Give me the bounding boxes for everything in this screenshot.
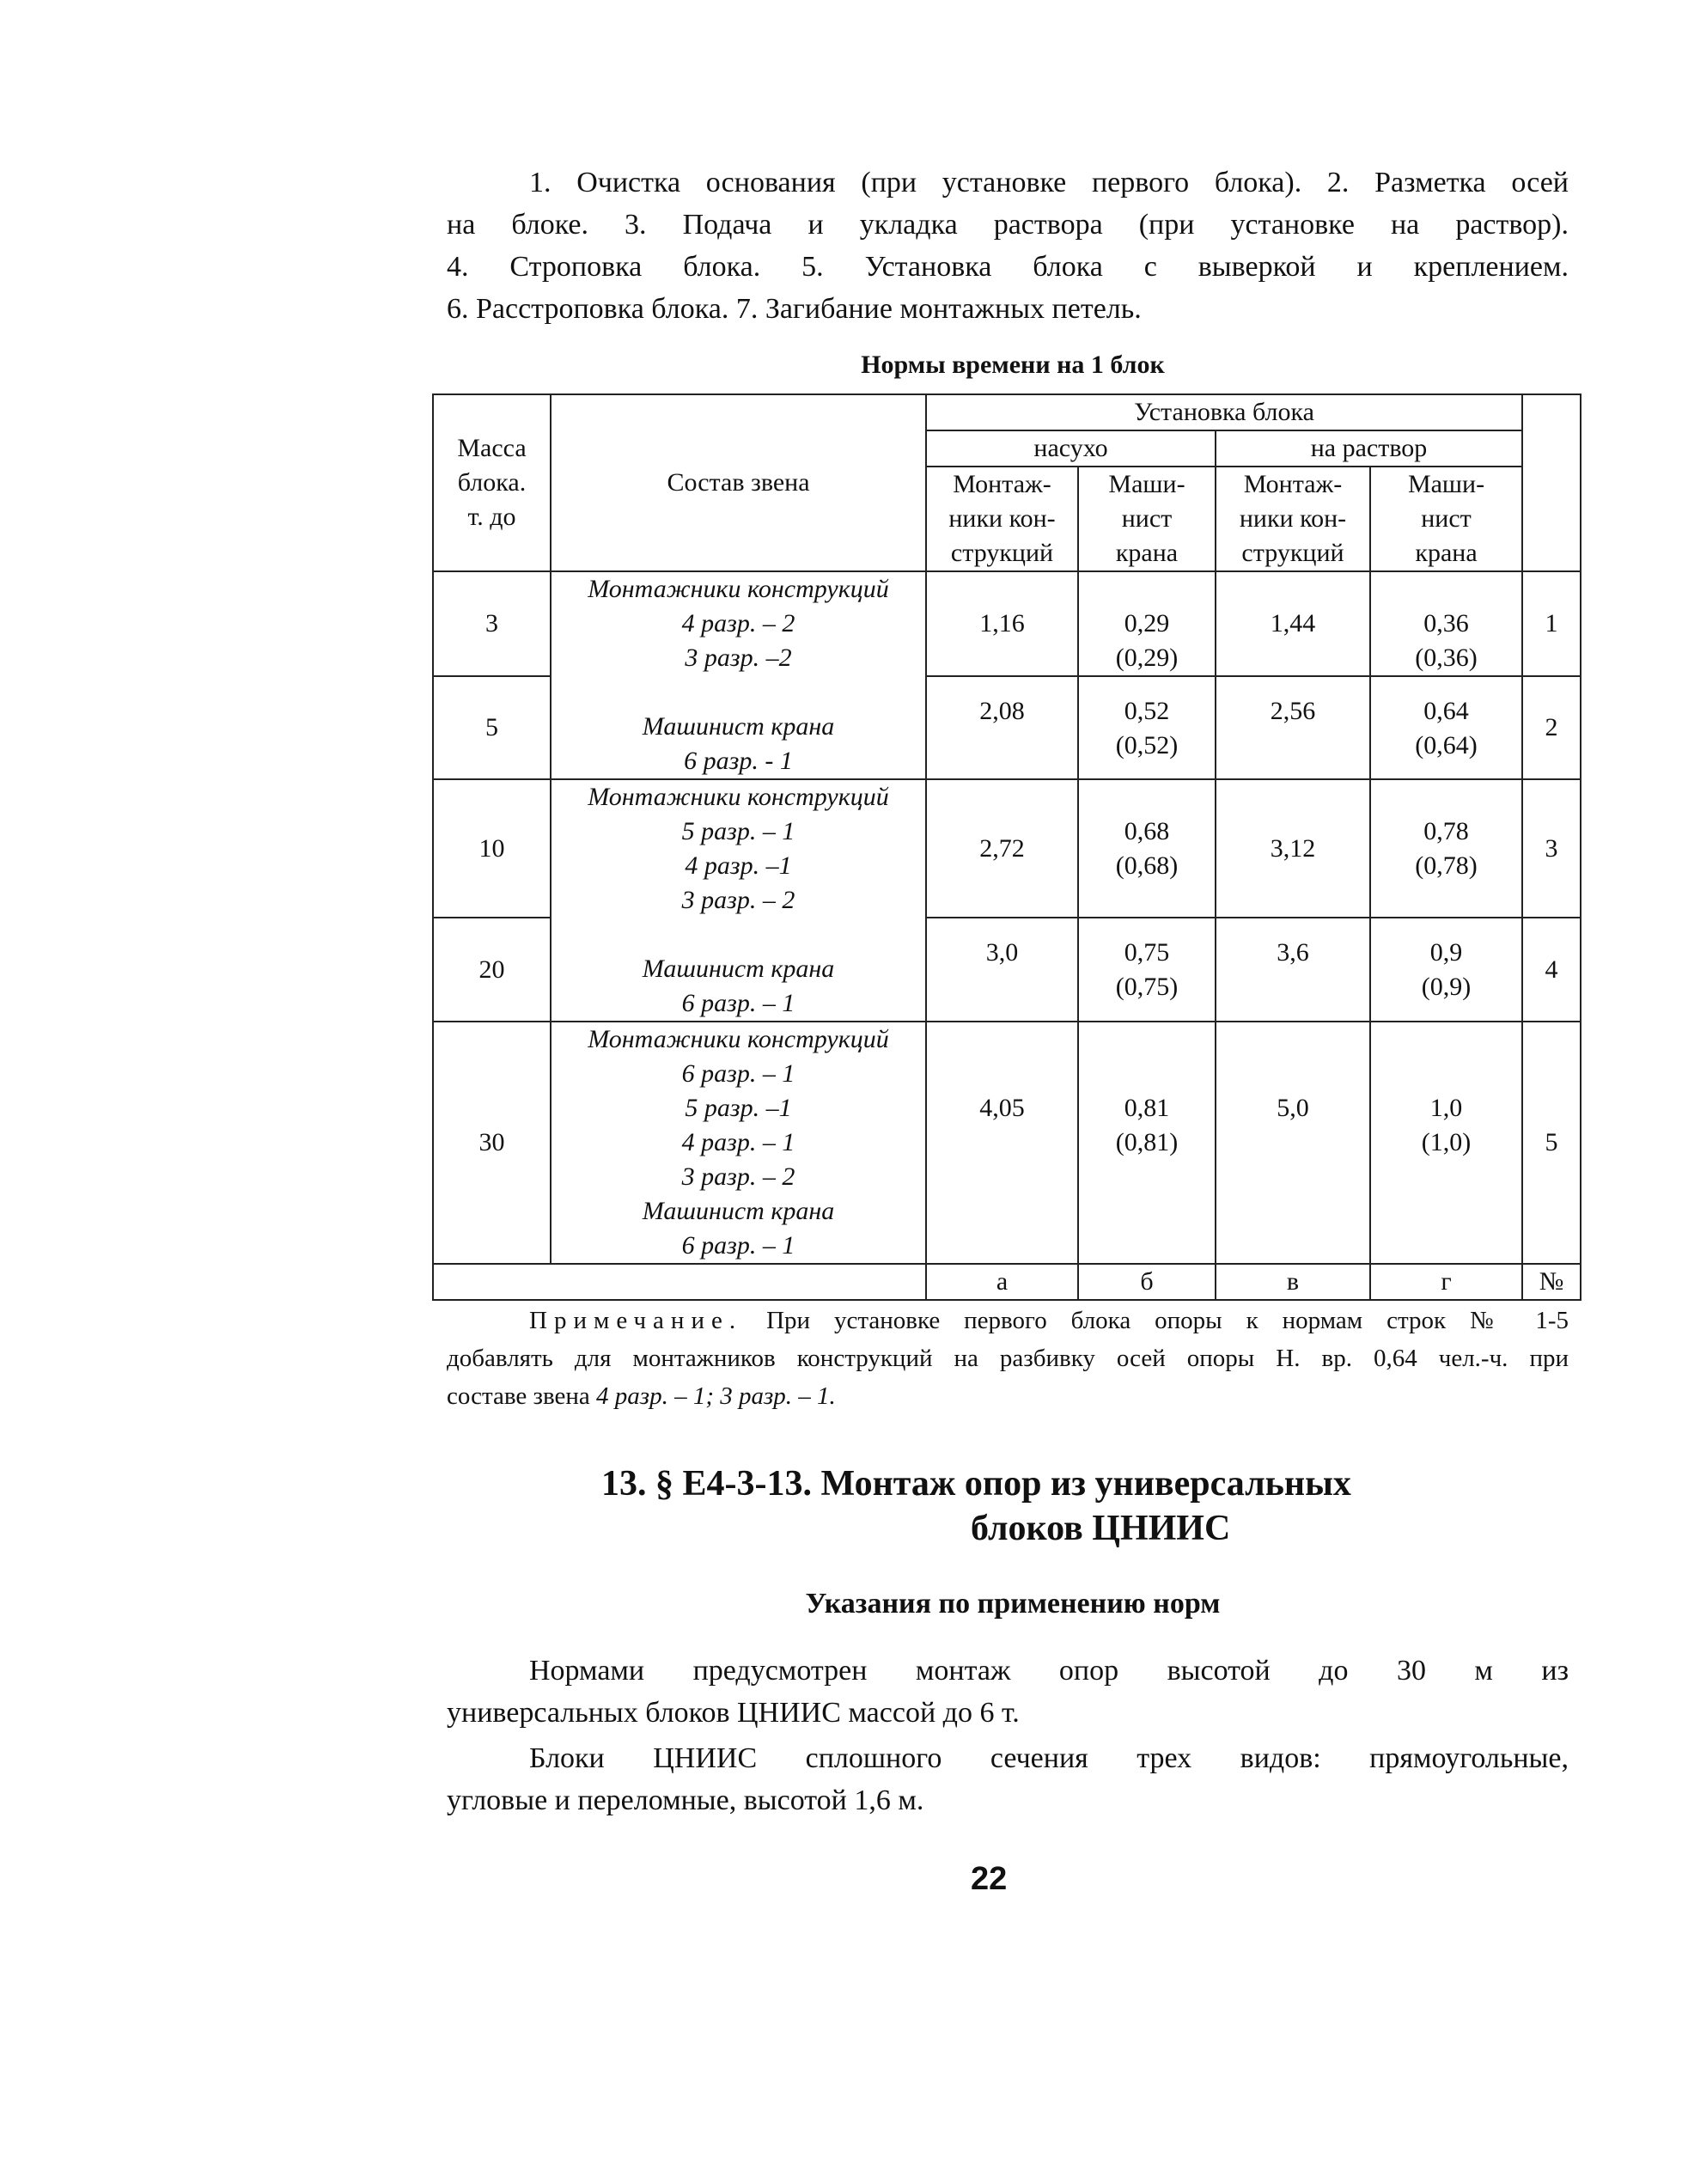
header-number-blank [1522, 394, 1581, 571]
table-footer-row [433, 1264, 1581, 1300]
intro-paragraph [447, 162, 1569, 330]
cell-g: 1,0 (1,0) [1370, 1022, 1522, 1264]
cell-a: 2,08 [926, 676, 1078, 779]
section-title-line1: 13. § Е4-3-13. Монтаж опор из универсальных [601, 1464, 1351, 1504]
intro-line: 1. Очистка основания (при установке первого блока). 2. Разметка осей [529, 167, 1569, 198]
note-line: составе звена 4 разр. – 1; 3 разр. – 1. [447, 1382, 836, 1410]
cell-g: 0,36 (0,36) [1370, 571, 1522, 676]
footer-b: б [1078, 1264, 1216, 1300]
header-operator-mortar: Маши- нист крана [1370, 467, 1522, 571]
header-operator-dry: Маши- нист крана [1078, 467, 1216, 571]
cell-b: 0,52 (0,52) [1078, 676, 1216, 779]
section-subtitle: Указания по применению норм [805, 1588, 1221, 1620]
cell-mass: 10 [433, 779, 551, 918]
cell-a: 3,0 [926, 918, 1078, 1022]
intro-line: 4. Строповка блока. 5. Установка блока с выверкой и креплением. [447, 251, 1569, 283]
header-mass: Масса блока. т. до [433, 394, 551, 571]
cell-number: 3 [1522, 779, 1581, 918]
cell-v: 3,6 [1216, 918, 1370, 1022]
table-row [433, 571, 1581, 676]
cell-mass: 20 [433, 918, 551, 1022]
cell-crew: Монтажники конструкций 4 разр. – 2 3 разр. –2 Машинист крана 6 разр. - 1 [551, 571, 926, 779]
cell-v: 5,0 [1216, 1022, 1370, 1264]
footer-number: № [1522, 1264, 1581, 1300]
cell-number: 4 [1522, 918, 1581, 1022]
note-line: Примечание. При установке первого блока опоры к нормам строк № 1-5 [529, 1307, 1569, 1334]
header-mortar: на раствор [1216, 430, 1522, 467]
section-line: Блоки ЦНИИС сплошного сечения трех видов: прямоугольные, [529, 1742, 1569, 1774]
cell-b: 0,81 (0,81) [1078, 1022, 1216, 1264]
section-line: универсальных блоков ЦНИИС массой до 6 т. [447, 1697, 1020, 1729]
cell-v: 3,12 [1216, 779, 1370, 918]
table-row [433, 779, 1581, 918]
table-row [433, 1022, 1581, 1264]
cell-mass: 5 [433, 676, 551, 779]
intro-line: 6. Расстроповка блока. 7. Загибание монтажных петель. [447, 293, 1142, 325]
cell-g: 0,9 (0,9) [1370, 918, 1522, 1022]
cell-b: 0,75 (0,75) [1078, 918, 1216, 1022]
cell-a: 4,05 [926, 1022, 1078, 1264]
cell-number: 5 [1522, 1022, 1581, 1264]
table-caption: Нормы времени на 1 блок [861, 351, 1165, 379]
footer-v: в [1216, 1264, 1370, 1300]
cell-a: 1,16 [926, 571, 1078, 676]
cell-g: 0,64 (0,64) [1370, 676, 1522, 779]
norms-table [432, 393, 1581, 1301]
cell-mass: 30 [433, 1022, 551, 1264]
header-install: Установка блока [926, 394, 1522, 430]
cell-mass: 3 [433, 571, 551, 676]
cell-a: 2,72 [926, 779, 1078, 918]
footer-g: г [1370, 1264, 1522, 1300]
page-number: 22 [971, 1861, 1008, 1897]
cell-g: 0,78 (0,78) [1370, 779, 1522, 918]
header-dry: насухо [926, 430, 1216, 467]
note-line: добавлять для монтажников конструкций на разбивку осей опоры Н. вр. 0,64 чел.-ч. при [447, 1345, 1569, 1372]
footer-a: а [926, 1264, 1078, 1300]
section-line: Нормами предусмотрен монтаж опор высотой до 30 м из [529, 1655, 1569, 1687]
section-line: угловые и переломные, высотой 1,6 м. [447, 1784, 924, 1816]
cell-crew: Монтажники конструкций 6 разр. – 1 5 разр. –1 4 разр. – 1 3 разр. – 2 Машинист крана 6 разр. – 1 [551, 1022, 926, 1264]
header-crew: Состав звена [551, 394, 926, 571]
cell-b: 0,68 (0,68) [1078, 779, 1216, 918]
cell-number: 2 [1522, 676, 1581, 779]
footer-blank [433, 1264, 926, 1300]
cell-crew: Монтажники конструкций 5 разр. – 1 4 разр. –1 3 разр. – 2 Машинист крана 6 разр. – 1 [551, 779, 926, 1022]
intro-line: на блоке. 3. Подача и укладка раствора (при установке на раствор). [447, 209, 1569, 241]
header-fitters-dry: Монтаж- ники кон- струкций [926, 467, 1078, 571]
cell-number: 1 [1522, 571, 1581, 676]
cell-v: 1,44 [1216, 571, 1370, 676]
cell-b: 0,29 (0,29) [1078, 571, 1216, 676]
note-label: Примечание. [529, 1307, 743, 1334]
header-fitters-mortar: Монтаж- ники кон- струкций [1216, 467, 1370, 571]
section-paragraph [447, 1650, 1569, 1821]
cell-v: 2,56 [1216, 676, 1370, 779]
table-note [447, 1302, 1569, 1415]
section-title-line2: блоков ЦНИИС [971, 1509, 1231, 1548]
